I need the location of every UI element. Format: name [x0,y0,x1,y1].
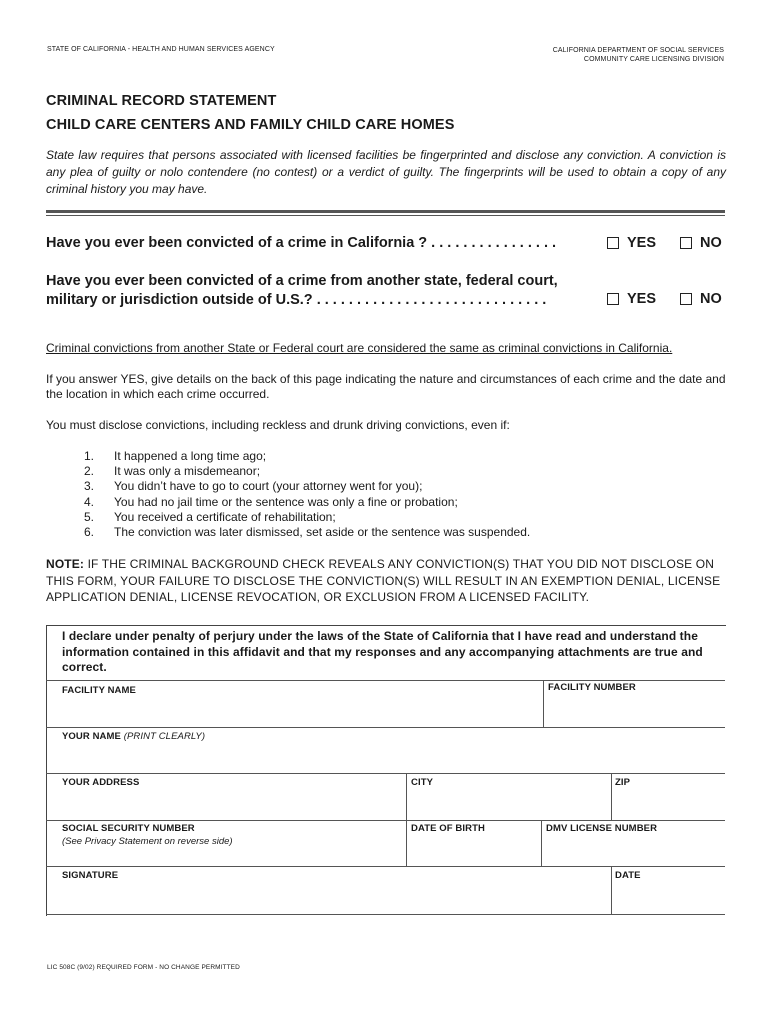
note-paragraph [46,556,726,606]
your-address-field[interactable]: YOUR ADDRESS [62,777,140,788]
grid-line [543,680,544,727]
signature-field[interactable]: SIGNATURE [62,870,119,881]
date-field[interactable]: DATE [615,870,641,881]
declaration-text: I declare under penalty of perjury under the laws of the State of California that I have read and understand the information contained in this affidavit and that my responses and any accompanying attachments are true and correct. [62,629,703,674]
list-item: 3. You didn’t have to go to court (your attorney went for you); [83,479,423,494]
grid-line [46,820,725,821]
list-item: 1. It happened a long time ago; [83,449,267,463]
no-checkbox[interactable] [680,237,692,249]
your-name-label: YOUR NAME [62,731,121,742]
grid-line [611,866,612,915]
grid-line [46,773,725,774]
section-divider [46,210,725,213]
if-yes-instructions: If you answer YES, give details on the back of this page indicating the nature and circumstances of each crime and the date and the location in which each crime occurred. [46,372,726,401]
your-name-field[interactable] [62,731,205,742]
section-divider-thin [46,215,725,216]
ssn-hint: (See Privacy Statement on reverse side) [62,836,233,847]
grid-line [46,680,725,681]
your-name-hint: (PRINT CLEARLY) [123,731,206,742]
yes-label: YES [627,291,657,307]
list-item: 5. You received a certificate of rehabilitation; [83,509,336,524]
question-out-of-state-line2: military or jurisdiction outside of U.S.? . . . . . . . . . . . . . . . . . . . . . . . . . . . . . [46,292,547,308]
date-of-birth-field[interactable]: DATE OF BIRTH [411,823,485,834]
form-title: CRIMINAL RECORD STATEMENT [46,93,277,109]
yes-label: YES [627,235,657,251]
must-disclose-statement: You must disclose convictions, including reckless and drunk driving convictions, even if: [46,418,510,432]
note-text: IF THE CRIMINAL BACKGROUND CHECK REVEALS ANY CONVICTION(S) THAT YOU DID NOT DISCLOSE ON THIS FORM, YOUR FAILURE TO DISCLOSE THE CONVICTION(S) WILL RESULT IN AN EXEMPTION DENIAL, LICENSE APPLICATION DENIAL, LICENSE REVOCATION, OR EXCLUSION FROM A LICENSED FACILITY. [46,557,721,604]
yes-checkbox[interactable] [607,293,619,305]
yes-checkbox[interactable] [607,237,619,249]
form-subtitle: CHILD CARE CENTERS AND FAMILY CHILD CARE HOMES [46,117,455,133]
no-option[interactable] [680,235,722,251]
grid-line [46,914,725,915]
intro-paragraph: State law requires that persons associated with licensed facilities be fingerprinted and disclose any conviction. A conviction is any plea of guilty or nolo contendere (no contest) or a verdict of guilty. The fingerprints will be used to obtain a copy of any criminal history you may have. [46,148,726,196]
facility-number-field[interactable]: FACILITY NUMBER [548,682,636,693]
department-line1: CALIFORNIA DEPARTMENT OF SOCIAL SERVICES [552,47,724,54]
yes-option[interactable] [607,291,656,307]
yes-option[interactable] [607,235,656,251]
dmv-license-field[interactable]: DMV LICENSE NUMBER [546,823,658,834]
list-item: 2. It was only a misdemeanor; [83,464,261,479]
department-header [553,46,724,64]
question-out-of-state-line1: Have you ever been convicted of a crime from another state, federal court, [46,273,558,289]
no-label: NO [700,291,722,307]
note-label: NOTE: [46,557,85,571]
no-option[interactable] [680,291,722,307]
city-field[interactable]: CITY [411,777,434,788]
grid-line [541,820,542,866]
answer-out-of-state [607,291,722,307]
list-item: 6. The conviction was later dismissed, set aside or the sentence was suspended. [83,525,531,540]
zip-field[interactable]: ZIP [615,777,631,788]
no-label: NO [700,235,722,251]
answer-california [607,235,722,251]
disclosure-list [72,449,530,540]
grid-line [611,773,612,820]
considered-statement: Criminal convictions from another State or Federal court are considered the same as criminal convictions in California. [46,341,673,355]
department-line2: COMMUNITY CARE LICENSING DIVISION [583,56,724,63]
question-out-of-state [46,272,558,310]
no-checkbox[interactable] [680,293,692,305]
question-california: Have you ever been convicted of a crime in California ? . . . . . . . . . . . . . . . . [46,235,557,251]
facility-name-field[interactable]: FACILITY NAME [62,685,136,696]
grid-line [46,727,725,728]
grid-line [46,866,725,867]
form-footer: LIC 508C (9/02) REQUIRED FORM - NO CHANGE PERMITTED [47,964,240,971]
ssn-field[interactable]: SOCIAL SECURITY NUMBER [62,823,195,834]
agency-header: STATE OF CALIFORNIA - HEALTH AND HUMAN SERVICES AGENCY [47,46,275,53]
list-item: 4. You had no jail time or the sentence was only a fine or probation; [83,494,458,509]
